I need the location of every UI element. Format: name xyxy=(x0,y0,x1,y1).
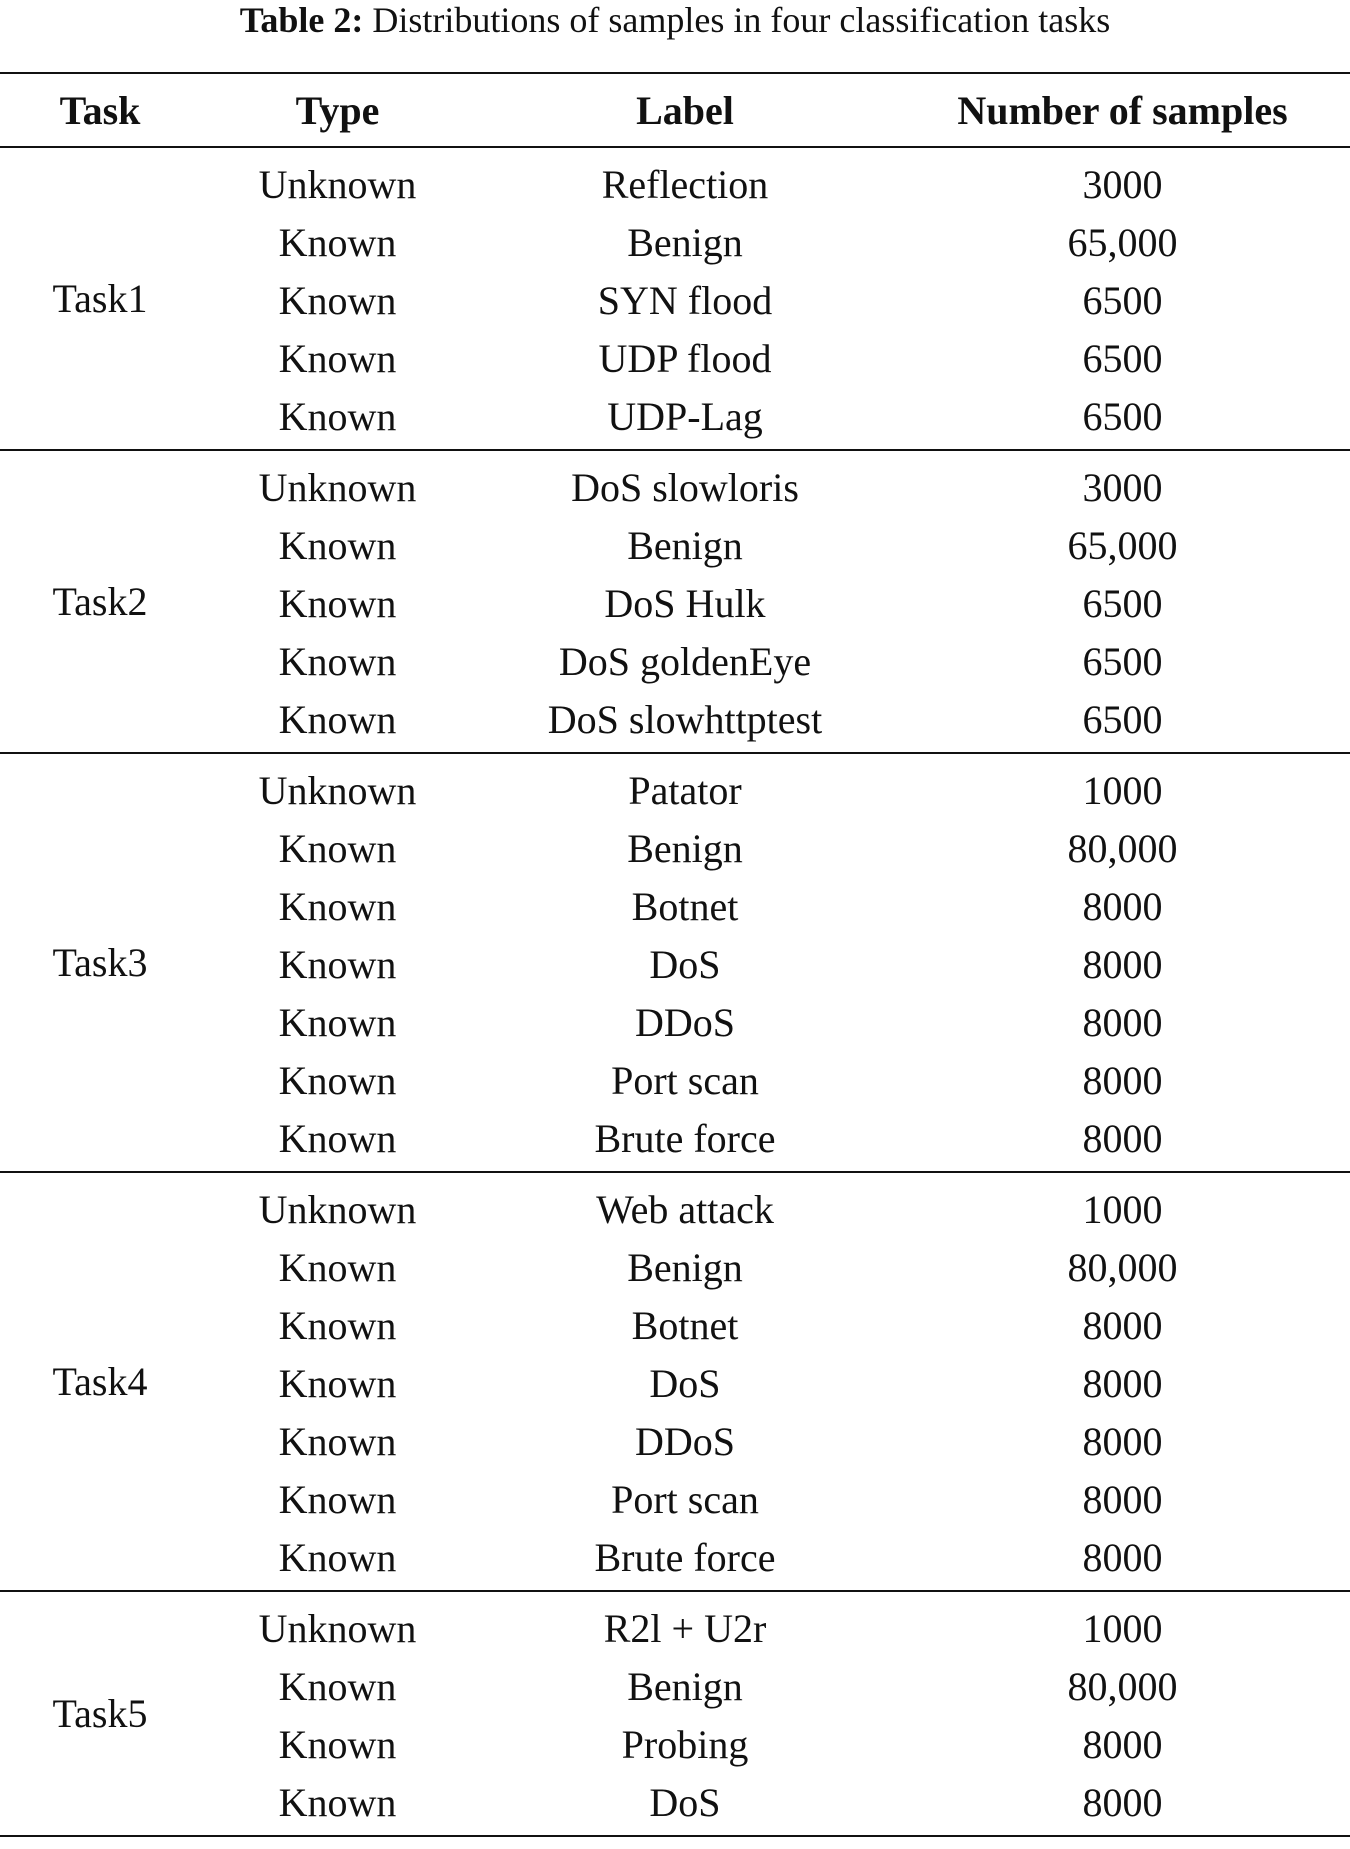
task-cell: Task3 xyxy=(0,753,200,1172)
header-type: Type xyxy=(200,73,475,147)
type-cell: Known xyxy=(200,1109,475,1172)
table-row xyxy=(0,516,1350,574)
sample-count-cell: 8000 xyxy=(895,1528,1350,1591)
header-row xyxy=(0,73,1350,147)
label-cell: UDP flood xyxy=(598,335,772,381)
table-row xyxy=(0,935,1350,993)
sample-count-cell: 8000 xyxy=(1082,941,1163,987)
sample-count-cell: 8000 xyxy=(1082,1721,1163,1767)
table-row xyxy=(0,1172,1350,1238)
task-cell: Task1 xyxy=(0,147,200,450)
type-cell: Known xyxy=(278,277,397,323)
table-row xyxy=(0,1715,1350,1773)
type-cell: Unknown xyxy=(258,161,417,207)
label-cell: Port scan xyxy=(611,1476,759,1522)
table-header xyxy=(0,73,1350,147)
type-cell: Known xyxy=(200,1773,475,1836)
sample-count-cell: 8000 xyxy=(895,1109,1350,1172)
type-cell: Known xyxy=(278,1476,397,1522)
table-row xyxy=(0,1412,1350,1470)
type-cell: Known xyxy=(278,219,397,265)
label-cell: R2l + U2r xyxy=(603,1605,767,1651)
table-row xyxy=(0,877,1350,935)
table-row xyxy=(0,993,1350,1051)
table-row xyxy=(0,387,1350,450)
sample-count-cell: 3000 xyxy=(1082,464,1163,510)
type-cell: Known xyxy=(278,1057,397,1103)
label-cell: Brute force xyxy=(475,1109,895,1172)
label-cell: DoS xyxy=(649,941,721,987)
sample-count-cell: 6500 xyxy=(1082,335,1163,381)
sample-count-cell: 1000 xyxy=(1082,1186,1163,1232)
label-cell: Brute force xyxy=(475,1528,895,1591)
label-cell: Port scan xyxy=(611,1057,759,1103)
table-row xyxy=(0,1591,1350,1657)
label-cell: Web attack xyxy=(596,1186,774,1232)
type-cell: Known xyxy=(278,999,397,1045)
table-row xyxy=(0,1470,1350,1528)
label-cell: DDoS xyxy=(634,999,736,1045)
type-cell: Known xyxy=(278,825,397,871)
table-row xyxy=(0,574,1350,632)
label-cell: Botnet xyxy=(631,1302,739,1348)
label-cell: SYN flood xyxy=(597,277,773,323)
table-caption-label: Table 2: xyxy=(239,0,364,40)
header-number-of-samples: Number of samples xyxy=(895,73,1350,147)
sample-count-cell: 8000 xyxy=(1082,1302,1163,1348)
table-row xyxy=(0,819,1350,877)
label-cell: Reflection xyxy=(601,161,769,207)
type-cell: Known xyxy=(278,883,397,929)
sample-count-cell: 6500 xyxy=(1082,638,1163,684)
type-cell: Known xyxy=(278,1244,397,1290)
label-cell: Benign xyxy=(627,1663,743,1709)
label-cell: Benign xyxy=(627,219,743,265)
header-label: Label xyxy=(475,73,895,147)
sample-count-cell: 65,000 xyxy=(1067,522,1178,568)
sample-count-cell: 8000 xyxy=(895,1773,1350,1836)
sample-count-cell: 3000 xyxy=(1082,161,1163,207)
type-cell: Known xyxy=(200,1528,475,1591)
table-row xyxy=(0,1354,1350,1412)
sample-count-cell: 8000 xyxy=(1082,883,1163,929)
table-body xyxy=(0,147,1350,1836)
type-cell: Known xyxy=(200,387,475,450)
label-cell: DoS slowhttptest xyxy=(475,690,895,753)
type-cell: Known xyxy=(278,1360,397,1406)
table-caption-text: Distributions of samples in four classification tasks xyxy=(363,0,1111,40)
task-cell: Task4 xyxy=(0,1172,200,1591)
sample-count-cell: 8000 xyxy=(1082,999,1163,1045)
label-cell: DoS xyxy=(649,1360,721,1406)
label-cell: DoS goldenEye xyxy=(558,638,812,684)
label-cell: DoS xyxy=(475,1773,895,1836)
type-cell: Known xyxy=(278,1663,397,1709)
type-cell: Known xyxy=(278,1302,397,1348)
table-row xyxy=(0,690,1350,753)
label-cell: Botnet xyxy=(631,883,739,929)
table-row xyxy=(0,450,1350,516)
label-cell: Benign xyxy=(627,522,743,568)
label-cell: Benign xyxy=(627,1244,743,1290)
sample-count-cell: 6500 xyxy=(1082,277,1163,323)
table-row xyxy=(0,1238,1350,1296)
task-cell: Task5 xyxy=(0,1591,200,1836)
table-caption xyxy=(0,0,1350,44)
table-row xyxy=(0,632,1350,690)
type-cell: Known xyxy=(278,638,397,684)
sample-count-cell: 6500 xyxy=(895,690,1350,753)
table-row xyxy=(0,147,1350,213)
sample-count-cell: 8000 xyxy=(1082,1057,1163,1103)
table-row xyxy=(0,1657,1350,1715)
type-cell: Known xyxy=(278,1721,397,1767)
sample-count-cell: 65,000 xyxy=(1067,219,1178,265)
type-cell: Known xyxy=(278,335,397,381)
label-cell: Benign xyxy=(627,825,743,871)
sample-count-cell: 80,000 xyxy=(1067,825,1178,871)
type-cell: Known xyxy=(278,522,397,568)
type-cell: Unknown xyxy=(258,1186,417,1232)
type-cell: Unknown xyxy=(258,767,417,813)
table-row xyxy=(0,1109,1350,1172)
type-cell: Known xyxy=(278,580,397,626)
table-row xyxy=(0,753,1350,819)
sample-count-cell: 8000 xyxy=(1082,1360,1163,1406)
sample-count-cell: 80,000 xyxy=(1067,1663,1178,1709)
type-cell: Known xyxy=(278,941,397,987)
type-cell: Unknown xyxy=(258,1605,417,1651)
label-cell: Probing xyxy=(621,1721,749,1767)
type-cell: Unknown xyxy=(258,464,417,510)
table-row xyxy=(0,1051,1350,1109)
task-cell: Task2 xyxy=(0,450,200,753)
sample-count-cell: 1000 xyxy=(1082,1605,1163,1651)
type-cell: Known xyxy=(200,690,475,753)
samples-distribution-table xyxy=(0,72,1350,1837)
label-cell: DoS Hulk xyxy=(604,580,766,626)
sample-count-cell: 6500 xyxy=(1082,580,1163,626)
label-cell: Patator xyxy=(628,767,742,813)
sample-count-cell: 8000 xyxy=(1082,1418,1163,1464)
sample-count-cell: 8000 xyxy=(1082,1476,1163,1522)
label-cell: UDP-Lag xyxy=(475,387,895,450)
header-task: Task xyxy=(0,73,200,147)
label-cell: DDoS xyxy=(634,1418,736,1464)
label-cell: DoS slowloris xyxy=(571,464,799,510)
table-row xyxy=(0,1528,1350,1591)
type-cell: Known xyxy=(278,1418,397,1464)
table-row xyxy=(0,213,1350,271)
table-row xyxy=(0,1773,1350,1836)
sample-count-cell: 80,000 xyxy=(1067,1244,1178,1290)
sample-count-cell: 6500 xyxy=(895,387,1350,450)
table-row xyxy=(0,1296,1350,1354)
table-row xyxy=(0,329,1350,387)
table-row xyxy=(0,271,1350,329)
sample-count-cell: 1000 xyxy=(1082,767,1163,813)
